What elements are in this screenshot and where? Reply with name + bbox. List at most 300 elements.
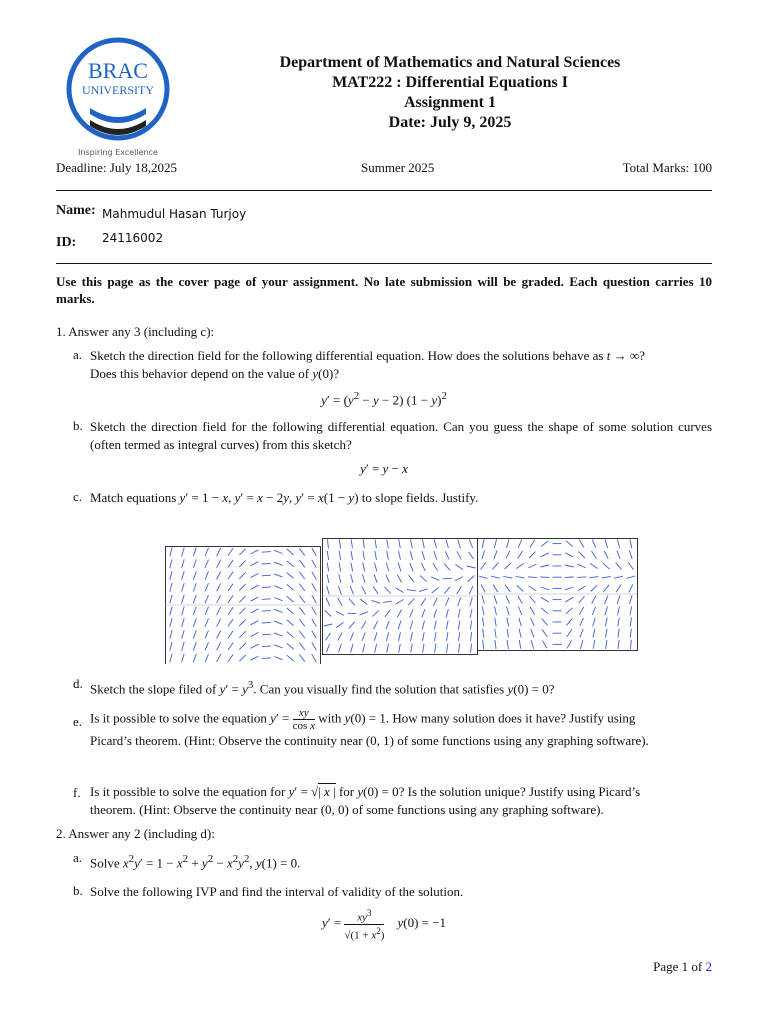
slope-segment [262,552,271,553]
slope-segment [387,644,389,653]
slope-segment [251,632,259,636]
slope-segment [434,621,436,630]
slope-segment [299,560,304,567]
slope-segment [360,599,367,605]
slope-segment [383,601,392,602]
slope-segment [567,630,572,637]
slope-segment [299,655,304,662]
slope-segment [262,599,271,600]
slope-segment [251,550,259,554]
slope-segment [433,598,437,606]
slope-segment [530,596,536,603]
slope-segment [228,584,233,591]
slope-segment [617,595,620,604]
slope-field-svg [165,538,640,664]
slope-segment [350,586,353,594]
slope-segment [518,540,522,548]
slope-segment [228,607,233,614]
slope-segment [312,583,317,591]
slope-segment [540,565,549,567]
slope-segment [387,539,389,548]
slope-segment [239,643,245,649]
slope-segment [338,598,343,606]
slope-segment [593,618,596,627]
slope-segment [458,621,460,630]
slope-segment [605,539,608,548]
slope-segment [479,576,488,578]
q1c-label: c. [73,489,83,504]
q2b-equation: y′ = $\frac{xy^3}{√(1 + x^2)}$ y(0) = −1 [321,908,447,942]
slope-segment [182,595,185,604]
slope-field-frame-3 [478,539,638,651]
slope-segment [616,585,621,593]
slope-segment [469,540,472,548]
term: Summer 2025 [361,160,435,175]
slope-segment [326,598,330,606]
slope-segment [182,630,185,639]
slope-segment [542,641,547,649]
logo-brac-text: BRAC [88,58,148,83]
slope-segment [193,630,196,638]
slope-segment [239,549,245,555]
slope-segment [616,563,622,570]
slope-segment [591,585,598,591]
slope-segment [565,553,573,557]
slope-segment [239,655,245,661]
slope-segment [262,611,271,612]
slope-segment [251,656,259,660]
slope-segment [434,551,437,559]
slope-segment [458,598,461,607]
slope-segment [422,551,425,560]
slope-segment [351,574,353,583]
slope-segment [603,563,610,569]
slope-segment [339,574,341,583]
slope-segment [421,598,426,606]
slope-segment [274,633,282,636]
slope-segment [312,654,317,662]
slope-segment [228,654,233,661]
slope-segment [494,595,497,604]
q1c-text: Match equations y′ = 1 − x, y′ = x − 2y, y′ = x(1 − y) to slope fields. Justify. [90,490,479,505]
slope-segment [495,618,497,627]
slope-segment [592,607,595,615]
slope-segment [251,585,259,589]
slope-segment [531,629,534,637]
slope-segment [170,642,172,651]
slope-segment [434,609,437,618]
slope-segment [375,563,377,572]
slope-segment [217,607,221,615]
slope-segment [170,583,172,592]
assignment-date: Date: July 9, 2025 [388,114,512,131]
slope-segment [262,587,271,588]
slope-segment [205,654,209,662]
slope-segment [262,634,271,635]
slope-segment [274,550,282,553]
slope-segment [312,631,317,639]
slope-segment [445,551,449,559]
slope-segment [251,597,259,601]
slope-segment [217,595,221,603]
slope-segment [470,609,472,618]
slope-segment [580,640,583,649]
slope-segment [339,563,341,572]
slope-segment [228,631,233,638]
slope-segment [433,563,438,571]
slope-segment [447,644,448,653]
q1a-label: a. [73,347,83,362]
slope-segment [170,630,172,639]
slope-segment [468,576,475,582]
slope-segment [182,559,185,568]
deadline: Deadline: July 18,2025 [56,160,177,175]
slope-segment [444,587,450,594]
slope-segment [387,551,389,560]
slope-segment [503,576,512,578]
slope-segment [507,629,509,638]
slope-segment [375,551,377,560]
slope-segment [326,644,329,652]
slope-segment [458,540,461,549]
slope-segment [580,629,583,637]
slope-segment [351,551,352,560]
slope-segment [458,609,460,618]
slope-segment [541,608,548,614]
slope-segment [482,551,485,560]
slope-segment [423,644,424,653]
slope-segment [386,632,388,641]
slope-segment [579,540,584,548]
slope-segment [422,621,424,630]
slope-segment [396,588,404,593]
slope-segment [506,551,510,559]
slope-segment [327,574,329,583]
slope-segment [349,598,355,605]
slope-segment [630,618,631,627]
slope-segment [579,596,585,603]
slope-segment [228,643,233,650]
slope-segment [529,552,535,558]
slope-segment [287,643,294,649]
q1f-text: Is it possible to solve the equation for y′ = √| x | for y(0) = 0? Is the solution unique? Justify using Picard’s theorem. (Hint: Observe the continuity near (0, 0) of some functions using any graphing software). [90,784,641,817]
slope-segment [629,584,633,592]
divider [56,263,712,264]
page-number: Page 1 of 2 [653,959,712,974]
q2-heading: 2. Answer any 2 (including d): [56,826,215,841]
slope-segment [312,607,317,615]
q1b-equation: y′ = y − x [360,461,408,476]
q1a-text: Sketch the direction field for the following differential equation. How does the solutions behave as t → ∞? Does this behavior depend on the value of y(0)? [90,348,645,381]
slope-segment [217,631,221,639]
slope-segment [618,640,619,649]
name-value: Mahmudul Hasan Turjoy [102,207,247,221]
q2b-label: b. [73,883,83,898]
slope-segment [495,629,496,638]
slope-segment [470,598,473,607]
slope-segment [446,609,448,618]
slope-segment [362,632,365,640]
slope-segment [517,585,524,591]
slope-segment [287,549,294,555]
slope-segment [339,644,342,653]
slope-segment [410,609,414,617]
slope-segment [228,548,233,555]
q2a-text: Solve $x^2y' = 1 - x^2 + y^2 - x^2y^2$, y(1) = 0. [90,853,301,871]
slope-segment [566,619,572,626]
slope-segment [299,584,304,591]
slope-segment [399,632,401,641]
slope-segment [274,621,282,624]
slope-segment [455,577,463,581]
slope-segment [327,539,328,548]
q2a-label: a. [73,850,83,865]
id-label: ID: [56,235,77,250]
slope-segment [217,654,221,662]
slope-segment [351,644,353,653]
slope-segment [627,576,636,578]
slope-segment [604,585,610,592]
slope-segment [398,621,401,630]
slope-segment [312,619,317,627]
slope-segment [435,632,437,641]
slope-segment [287,584,294,590]
slope-segment [336,611,344,615]
slope-segment [519,640,521,649]
slope-segment [217,583,221,591]
slope-segment [205,630,209,638]
slope-segment [467,566,476,568]
slope-segment [593,629,595,638]
slope-segment [630,606,632,615]
slope-segment [363,563,365,572]
slope-segment [362,574,365,583]
slope-segment [459,644,460,653]
slope-segment [399,539,401,548]
slope-segment [239,572,245,578]
slope-segment [422,539,424,548]
slope-segment [182,548,185,557]
slope-segment [435,644,436,653]
slope-segment [630,539,632,548]
slope-segment [491,576,500,578]
slope-segment [493,585,498,593]
slope-segment [566,541,573,547]
slope-segment [274,598,282,601]
slope-segment [434,539,436,548]
slope-segment [420,576,427,582]
slope-segment [605,618,607,627]
slope-segment [471,644,472,653]
slope-segment [408,599,414,606]
slope-segment [325,610,332,616]
assignment-title: Assignment 1 [403,94,496,111]
slope-segment [217,572,221,580]
slope-segment [579,607,583,615]
slope-field-panels [165,538,640,664]
slope-segment [287,596,294,602]
slope-segment [386,575,390,583]
slope-segment [531,640,534,649]
slope-segment [274,645,282,648]
slope-segment [629,551,632,560]
slope-segment [182,654,185,663]
slope-segment [262,575,271,576]
slope-segment [469,586,473,594]
total-pages-link[interactable]: 2 [705,959,712,974]
slope-segment [565,565,574,567]
slope-segment [251,644,259,648]
slope-segment [228,619,233,626]
slope-segment [494,551,497,559]
slope-segment [251,609,259,613]
slope-segment [567,641,572,649]
slope-segment [505,585,511,592]
slope-segment [519,618,522,627]
slope-segment [606,629,608,638]
logo-tagline: Inspiring Excellence [78,148,158,157]
slope-segment [630,629,631,638]
slope-segment [618,606,620,615]
id-value: 24116002 [102,231,164,245]
slope-segment [495,640,496,649]
slope-segment [398,563,401,572]
slope-segment [373,586,378,594]
slope-segment [565,587,574,590]
slope-segment [457,586,462,594]
slope-segment [287,573,294,579]
slope-segment [516,563,523,568]
slope-segment [338,586,341,595]
slope-segment [362,586,366,594]
slope-segment [447,632,448,641]
slope-segment [507,618,509,627]
slope-segment [339,551,340,560]
slope-segment [507,607,510,616]
slope-segment [518,596,522,604]
slope-segment [170,654,172,663]
slope-segment [239,584,245,590]
slope-segment [274,609,282,612]
slope-segment [410,551,412,560]
slope-segment [262,658,271,659]
slope-segment [228,572,233,579]
slope-segment [411,644,413,653]
slope-segment [327,586,330,595]
q1-heading: 1. Answer any 3 (including c): [56,324,215,339]
slope-segment [375,539,376,548]
slope-segment [494,539,496,548]
q1a-equation: $y' = (y^2 - y - 2) (1 - y)^2$ [321,390,447,408]
slope-segment [239,596,245,602]
slope-segment [182,618,185,627]
slope-segment [506,539,509,548]
slope-segment [493,563,499,570]
brac-university-logo [62,34,182,159]
slope-segment [374,621,378,629]
slope-segment [421,563,425,571]
slope-segment [312,642,317,650]
slope-segment [299,596,304,603]
slope-segment [239,620,245,626]
slope-segment [205,619,209,627]
slope-segment [339,539,340,548]
slope-segment [399,644,401,653]
slope-segment [431,577,439,580]
slope-segment [193,595,196,603]
slope-segment [605,607,608,616]
slope-segment [182,642,185,651]
slope-segment [530,607,534,615]
slope-segment [530,540,535,548]
slope-segment [182,571,185,580]
slope-segment [251,562,259,566]
slope-segment [312,560,317,568]
slope-segment [617,539,619,548]
slope-segment [481,584,485,592]
slope-segment [287,655,294,661]
slope-segment [228,560,233,567]
slope-segment [239,561,245,567]
slope-segment [262,622,271,623]
slope-segment [410,563,413,571]
slope-segment [374,574,377,582]
slope-segment [217,619,221,627]
slope-segment [592,551,597,559]
slope-segment [170,595,172,604]
slope-segment [481,562,486,569]
slope-segment [251,621,259,625]
slope-segment [228,595,233,602]
slope-segment [419,589,428,592]
slope-segment [386,621,389,629]
slope-segment [193,583,196,591]
slope-segment [371,600,380,603]
slope-segment [360,612,368,615]
slope-segment [432,587,439,593]
slope-segment [411,632,413,641]
slope-segment [399,551,401,560]
slope-segment [193,642,196,650]
slope-segment [614,576,623,578]
slope-segment [507,640,508,649]
slope-segment [410,621,413,630]
logo-university-text: UNIVERSITY [82,83,154,97]
slope-segment [518,551,523,559]
slope-segment [312,572,317,580]
slope-segment [542,630,547,637]
name-label: Name: [56,203,96,218]
slope-segment [446,598,449,606]
slope-segment [274,574,282,577]
slope-segment [386,563,389,572]
slope-segment [251,573,259,577]
slope-segment [205,583,209,591]
slope-segment [630,640,631,649]
slope-segment [182,583,185,592]
slope-segment [287,620,294,626]
department-title: Department of Mathematics and Natural Sciences [279,54,621,71]
slope-segment [299,631,304,638]
slope-segment [602,576,611,578]
slope-segment [239,631,245,637]
slope-segment [363,551,365,560]
slope-segment [618,629,619,638]
q2b-text: Solve the following IVP and find the interval of validity of the solution. [90,884,464,899]
q1e-text: Is it possible to solve the equation y′ = $\frac{xy}{\text{cos x}}$ with y(0) = 1. How many solution does it have? Justify using Picard’s theorem. (Hint: Observe the continuity near (0, 1) of some functions using any graphing software). [90,707,649,748]
slope-segment [506,595,510,603]
slope-segment [205,548,209,556]
